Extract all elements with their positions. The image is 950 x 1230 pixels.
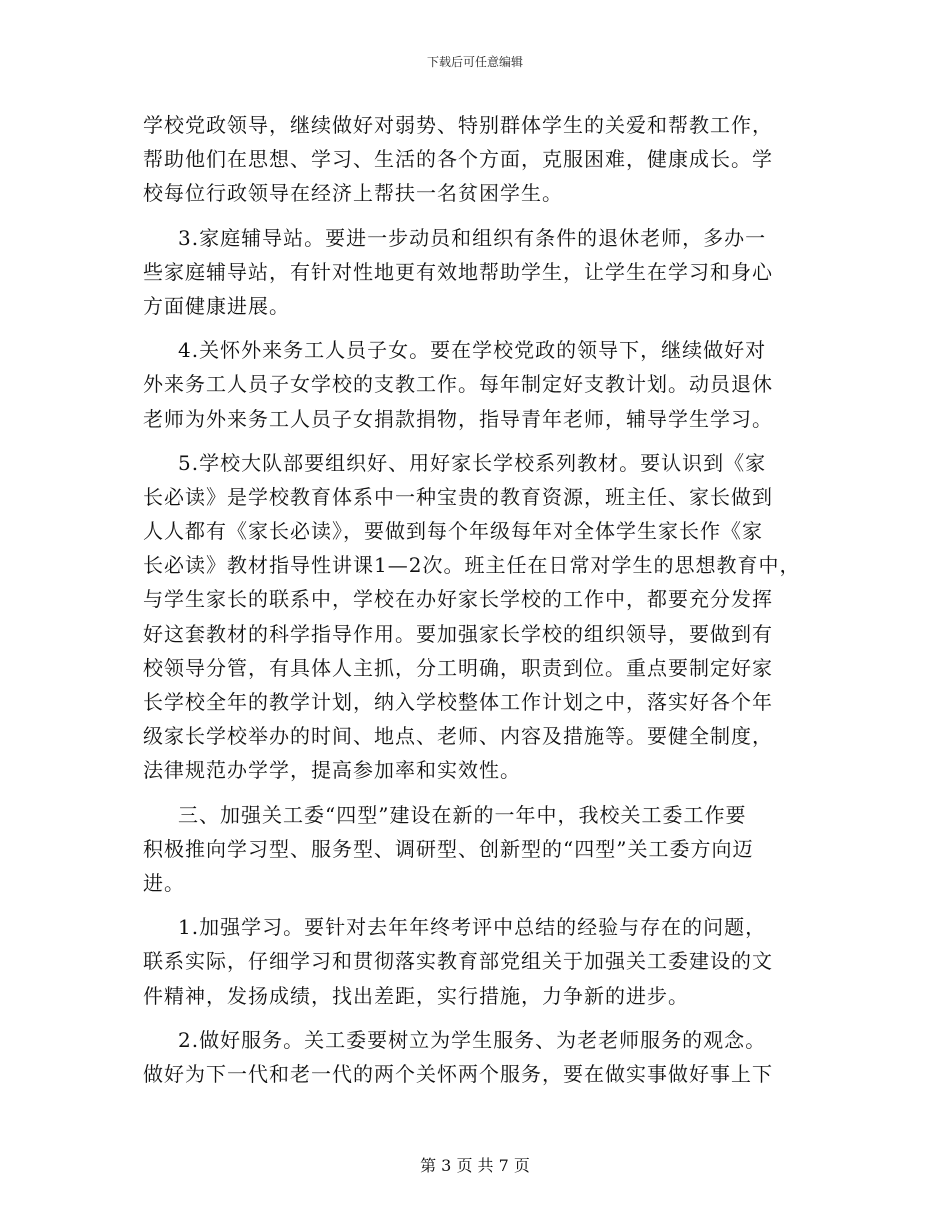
paragraph-migrant-children xyxy=(143,333,815,436)
text-line: 方面健康进展。 xyxy=(143,293,290,318)
page-header-note: 下载后可任意编辑 xyxy=(426,55,523,69)
text-line: 些家庭辅导站，有针对性地更有效地帮助学生，让学生在学习和身心 xyxy=(143,259,773,284)
text-line: 件精神，发扬成绩，找出差距，实行措施，力争新的进步。 xyxy=(143,983,689,1008)
text-line: 3.家庭辅导站。要进一步动员和组织有条件的退休老师，多办一 xyxy=(178,225,767,250)
paragraph-good-service xyxy=(143,1023,815,1091)
text-line: 老师为外来务工人员子女捐款捐物，指导青年老师，辅导学生学习。 xyxy=(143,406,773,431)
text-line: 学校党政领导，继续做好对弱势、特别群体学生的关爱和帮教工作， xyxy=(143,113,773,137)
text-line: 长必读》教材指导性讲课1—2次。班主任在日常对学生的思想教育中， xyxy=(143,553,801,578)
text-line: 做好为下一代和老一代的两个关怀两个服务，要在做实事做好事上下 xyxy=(143,1061,773,1086)
text-line: 积极推向学习型、服务型、调研型、创新型的“四型”关工委方向迈 xyxy=(143,836,754,861)
text-line: 三、加强关工委“四型”建设在新的一年中，我校关工委工作要 xyxy=(178,802,747,827)
paragraph-section-three xyxy=(143,798,815,901)
text-line: 进。 xyxy=(143,870,185,895)
text-line: 级家长学校举办的时间、地点、老师、内容及措施等。要健全制度， xyxy=(143,724,773,749)
text-line: 校领导分管，有具体人主抓，分工明确，职责到位。重点要制定好家 xyxy=(143,655,773,680)
text-line: 好这套教材的科学指导作用。要加强家长学校的组织领导，要做到有 xyxy=(143,621,773,646)
text-line: 1.加强学习。要针对去年年终考评中总结的经验与存在的问题， xyxy=(178,915,767,940)
paragraph-continuation xyxy=(143,108,815,211)
text-line: 长必读》是学校教育体系中一种宝贵的教育资源，班主任、家长做到 xyxy=(143,484,773,509)
paragraph-family-tutoring xyxy=(143,221,815,324)
page-number: 第 3 页 共 7 页 xyxy=(420,1156,530,1175)
document-body xyxy=(143,108,815,1091)
text-line: 与学生家长的联系中，学校在办好家长学校的工作中，都要充分发挥 xyxy=(143,587,773,612)
paragraph-strengthen-learning xyxy=(143,910,815,1013)
text-line: 长学校全年的教学计划，纳入学校整体工作计划之中，落实好各个年 xyxy=(143,690,773,714)
paragraph-parent-school xyxy=(143,446,815,788)
text-line: 帮助他们在思想、学习、生活的各个方面，克服困难，健康成长。学 xyxy=(143,147,773,172)
text-line: 4.关怀外来务工人员子女。要在学校党政的领导下，继续做好对 xyxy=(178,338,767,363)
text-line: 外来务工人员子女学校的支教工作。每年制定好支教计划。动员退休 xyxy=(143,372,773,397)
text-line: 2.做好服务。关工委要树立为学生服务、为老老师服务的观念。 xyxy=(178,1027,767,1052)
text-line: 法律规范办学学，提高参加率和实效性。 xyxy=(143,758,521,783)
text-line: 联系实际，仔细学习和贯彻落实教育部党组关于加强关工委建设的文 xyxy=(143,949,773,974)
text-line: 人人都有《家长必读》，要做到每个年级每年对全体学生家长作《家 xyxy=(143,519,763,544)
text-line: 校每位行政领导在经济上帮扶一名贫困学生。 xyxy=(143,181,563,206)
text-line: 5.学校大队部要组织好、用好家长学校系列教材。要认识到《家 xyxy=(178,450,767,475)
